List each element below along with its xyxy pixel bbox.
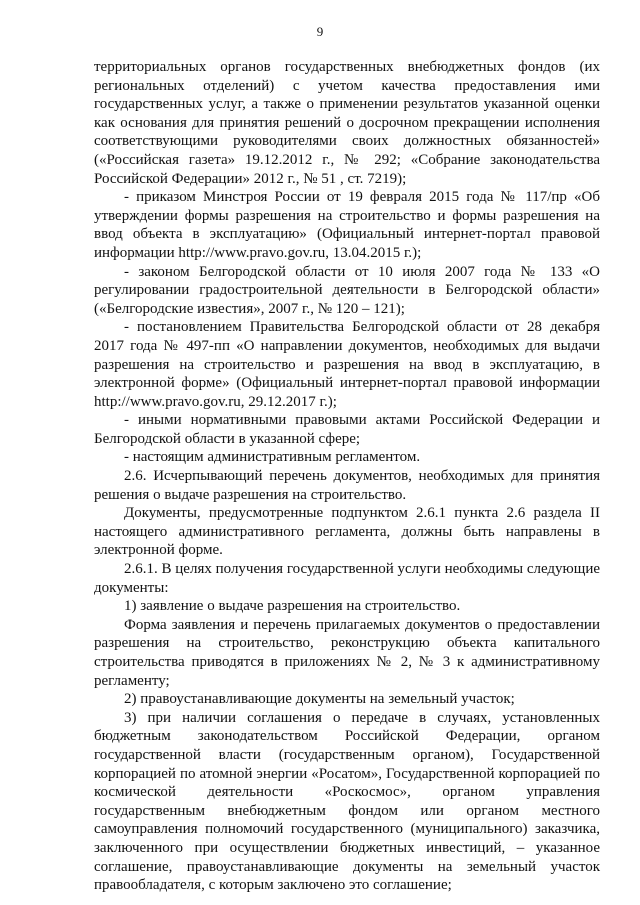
paragraph-electronic-form: Документы, предусмотренные подпунктом 2.6.1 пункта 2.6 раздела II настоящего административного регламента, должны быть направлены в электронной форме. <box>94 505 600 559</box>
page-number: 9 <box>316 24 324 39</box>
paragraph-minstroy-order: - приказом Минстроя России от 19 февраля 2015 года № 117/пр «Об утверждении формы разрешения на строительство и формы разрешения на ввод объекта в эксплуатацию» (Официальный интернет-портал правовой информации http://www.pravo.gov.ru, 13.04.2015 г.); <box>94 189 600 261</box>
paragraph-this-regulation: - настоящим административным регламентом. <box>124 449 421 466</box>
paragraph-belgorod-law: - законом Белгородской области от 10 июля 2007 года № 133 «О регулировании градостроительной деятельности в Белгородской области» («Белгородские известия», 2007 г., № 120 – 121); <box>94 263 600 317</box>
paragraph-application-form: Форма заявления и перечень прилагаемых документов о предоставлении разрешения на строительство, реконструкцию объекта капитального строительства приводятся в приложениях № 2, № 3 к административному регламенту; <box>94 616 600 689</box>
list-item-1: 1) заявление о выдаче разрешения на строительство. <box>124 598 461 615</box>
paragraph-2-6-heading: 2.6. Исчерпывающий перечень документов, необходимых для принятия решения о выдаче разрешения на строительство. <box>94 468 600 503</box>
paragraph-government-resolution: - постановлением Правительства Белгородской области от 28 декабря 2017 года № 497-пп «О направлении документов, необходимых для выдачи разрешения на строительство и разрешения на ввод в эксплуатацию, в электронной форме» (Официальный интернет-портал правовой информации http://www.pravo.gov.ru, 29.12.2017 г.); <box>94 319 600 410</box>
list-item-2: 2) правоустанавливающие документы на земельный участок; <box>124 691 515 708</box>
paragraph-continuation: территориальных органов государственных внебюджетных фондов (их региональных отделений) с учетом качества предоставления ими государственных услуг, а также о применении результатов указанной оценки как основания для принятия решений о досрочном прекращении исполнения соответствующими руководителями своих должностных обязанностей» («Российская газета» 19.12.2012 г., № 292; «Собрание законодательства Российской Федерации» 2012 г., № 51 , ст. 7219); <box>94 59 600 187</box>
list-item-3: 3) при наличии соглашения о передаче в случаях, установленных бюджетным законодательством Российской Федерации, органом государственной власти (государственным органом), Государственной корпорацией по атомной энергии «Росатом», Государственной корпорацией по космической деятельности «Роскосмос», органом управления государственным внебюджетным фондом или органом местного самоуправления полномочий государственного (муниципального) заказчика, заключенного при осуществлении бюджетных инвестиций, – указанное соглашение, правоустанавливающие документы на земельный участок правообладателя, с которым заключено это соглашение; <box>94 709 600 894</box>
document-body <box>94 58 600 895</box>
paragraph-other-acts: - иными нормативными правовыми актами Российской Федерации и Белгородской области в указанной сфере; <box>94 412 600 447</box>
paragraph-2-6-1: 2.6.1. В целях получения государственной услуги необходимы следующие документы: <box>94 561 600 596</box>
